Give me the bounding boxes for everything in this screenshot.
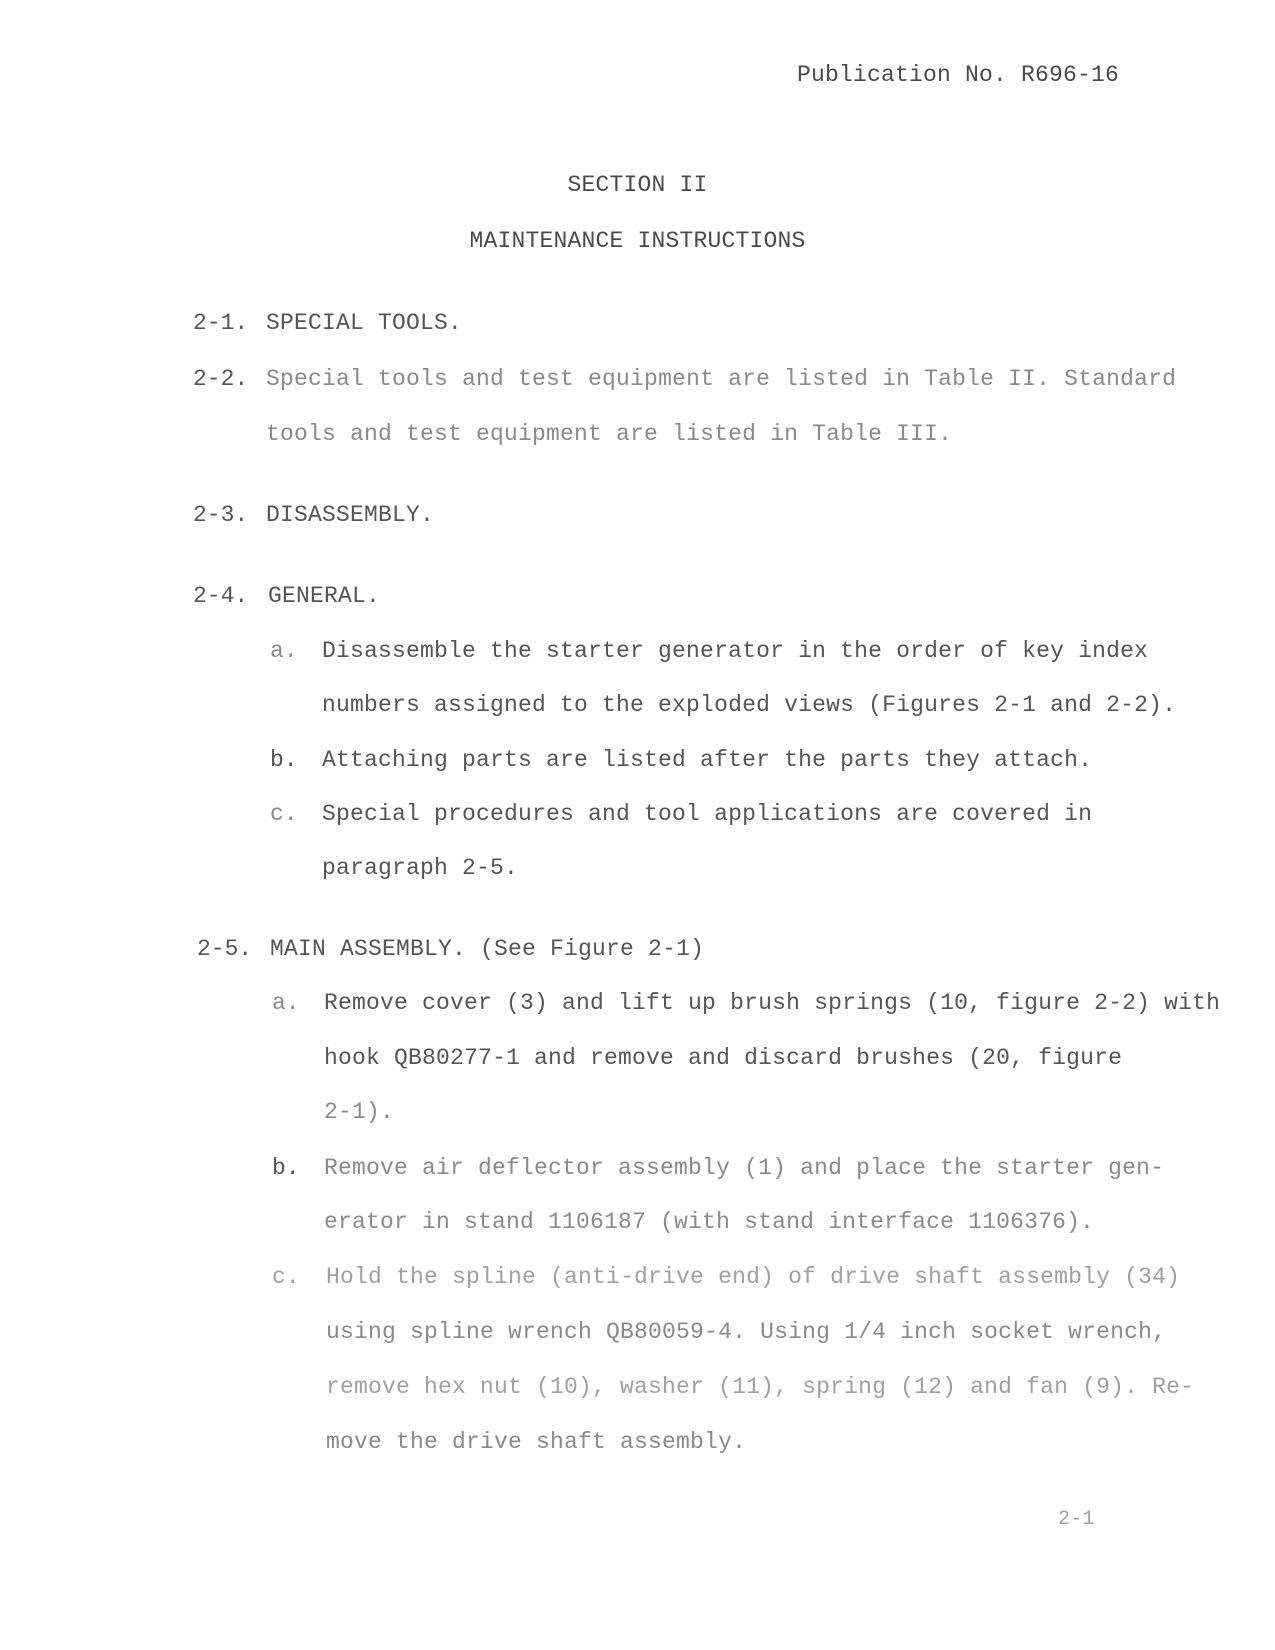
item-2-4-a-line-1: Disassemble the starter generator in the order of key index — [322, 638, 1149, 664]
item-2-5-c-line-4: move the drive shaft assembly. — [326, 1429, 747, 1455]
item-2-5-c-line-2: using spline wrench QB80059-4. Using 1/4 inch socket wrench, — [326, 1319, 1167, 1345]
item-2-5-c-line-3: remove hex nut (10), washer (11), spring (12) and fan (9). Re- — [326, 1374, 1195, 1400]
publication-number: Publication No. R696-16 — [797, 62, 1120, 88]
item-2-4-a-line-2: numbers assigned to the exploded views (Figures 2-1 and 2-2). — [322, 692, 1177, 718]
para-2-2-line-1: Special tools and test equipment are listed in Table II. Standard — [266, 366, 1177, 392]
item-2-5-a-line-3: 2-1). — [324, 1099, 395, 1125]
section-subtitle: MAINTENANCE INSTRUCTIONS — [469, 228, 806, 254]
item-2-4-b-line-1: Attaching parts are listed after the parts they attach. — [322, 747, 1093, 773]
item-2-5-a-line-1: Remove cover (3) and lift up brush springs (10, figure 2-2) with — [324, 990, 1221, 1016]
page-number: 2-1 — [1058, 1508, 1095, 1531]
item-2-4-c-label: c. — [270, 801, 298, 827]
item-2-4-a-label: a. — [270, 638, 298, 664]
para-2-1-number: 2-1. — [193, 310, 249, 336]
para-2-5-number: 2-5. — [197, 936, 253, 962]
para-2-2-number: 2-2. — [193, 366, 249, 392]
item-2-5-c-line-1: Hold the spline (anti-drive end) of drive shaft assembly (34) — [326, 1264, 1181, 1290]
item-2-5-c-label: c. — [272, 1264, 300, 1290]
item-2-5-a-line-2: hook QB80277-1 and remove and discard brushes (20, figure — [324, 1045, 1123, 1071]
item-2-5-b-line-1: Remove air deflector assembly (1) and place the starter gen- — [324, 1155, 1165, 1181]
para-2-3-heading: DISASSEMBLY. — [266, 502, 435, 528]
item-2-5-a-label: a. — [272, 990, 300, 1016]
item-2-5-b-label: b. — [272, 1155, 300, 1181]
para-2-4-heading: GENERAL. — [268, 583, 381, 609]
para-2-3-number: 2-3. — [193, 502, 249, 528]
para-2-5-heading: MAIN ASSEMBLY. (See Figure 2-1) — [270, 936, 705, 962]
item-2-4-c-line-1: Special procedures and tool applications are covered in — [322, 801, 1093, 827]
para-2-4-number: 2-4. — [193, 583, 249, 609]
item-2-5-b-line-2: erator in stand 1106187 (with stand interface 1106376). — [324, 1209, 1095, 1235]
item-2-4-c-line-2: paragraph 2-5. — [322, 855, 519, 881]
para-2-2-line-2: tools and test equipment are listed in Table III. — [266, 421, 953, 447]
section-title: SECTION II — [567, 172, 708, 198]
item-2-4-b-label: b. — [270, 747, 298, 773]
para-2-1-heading: SPECIAL TOOLS. — [266, 310, 463, 336]
